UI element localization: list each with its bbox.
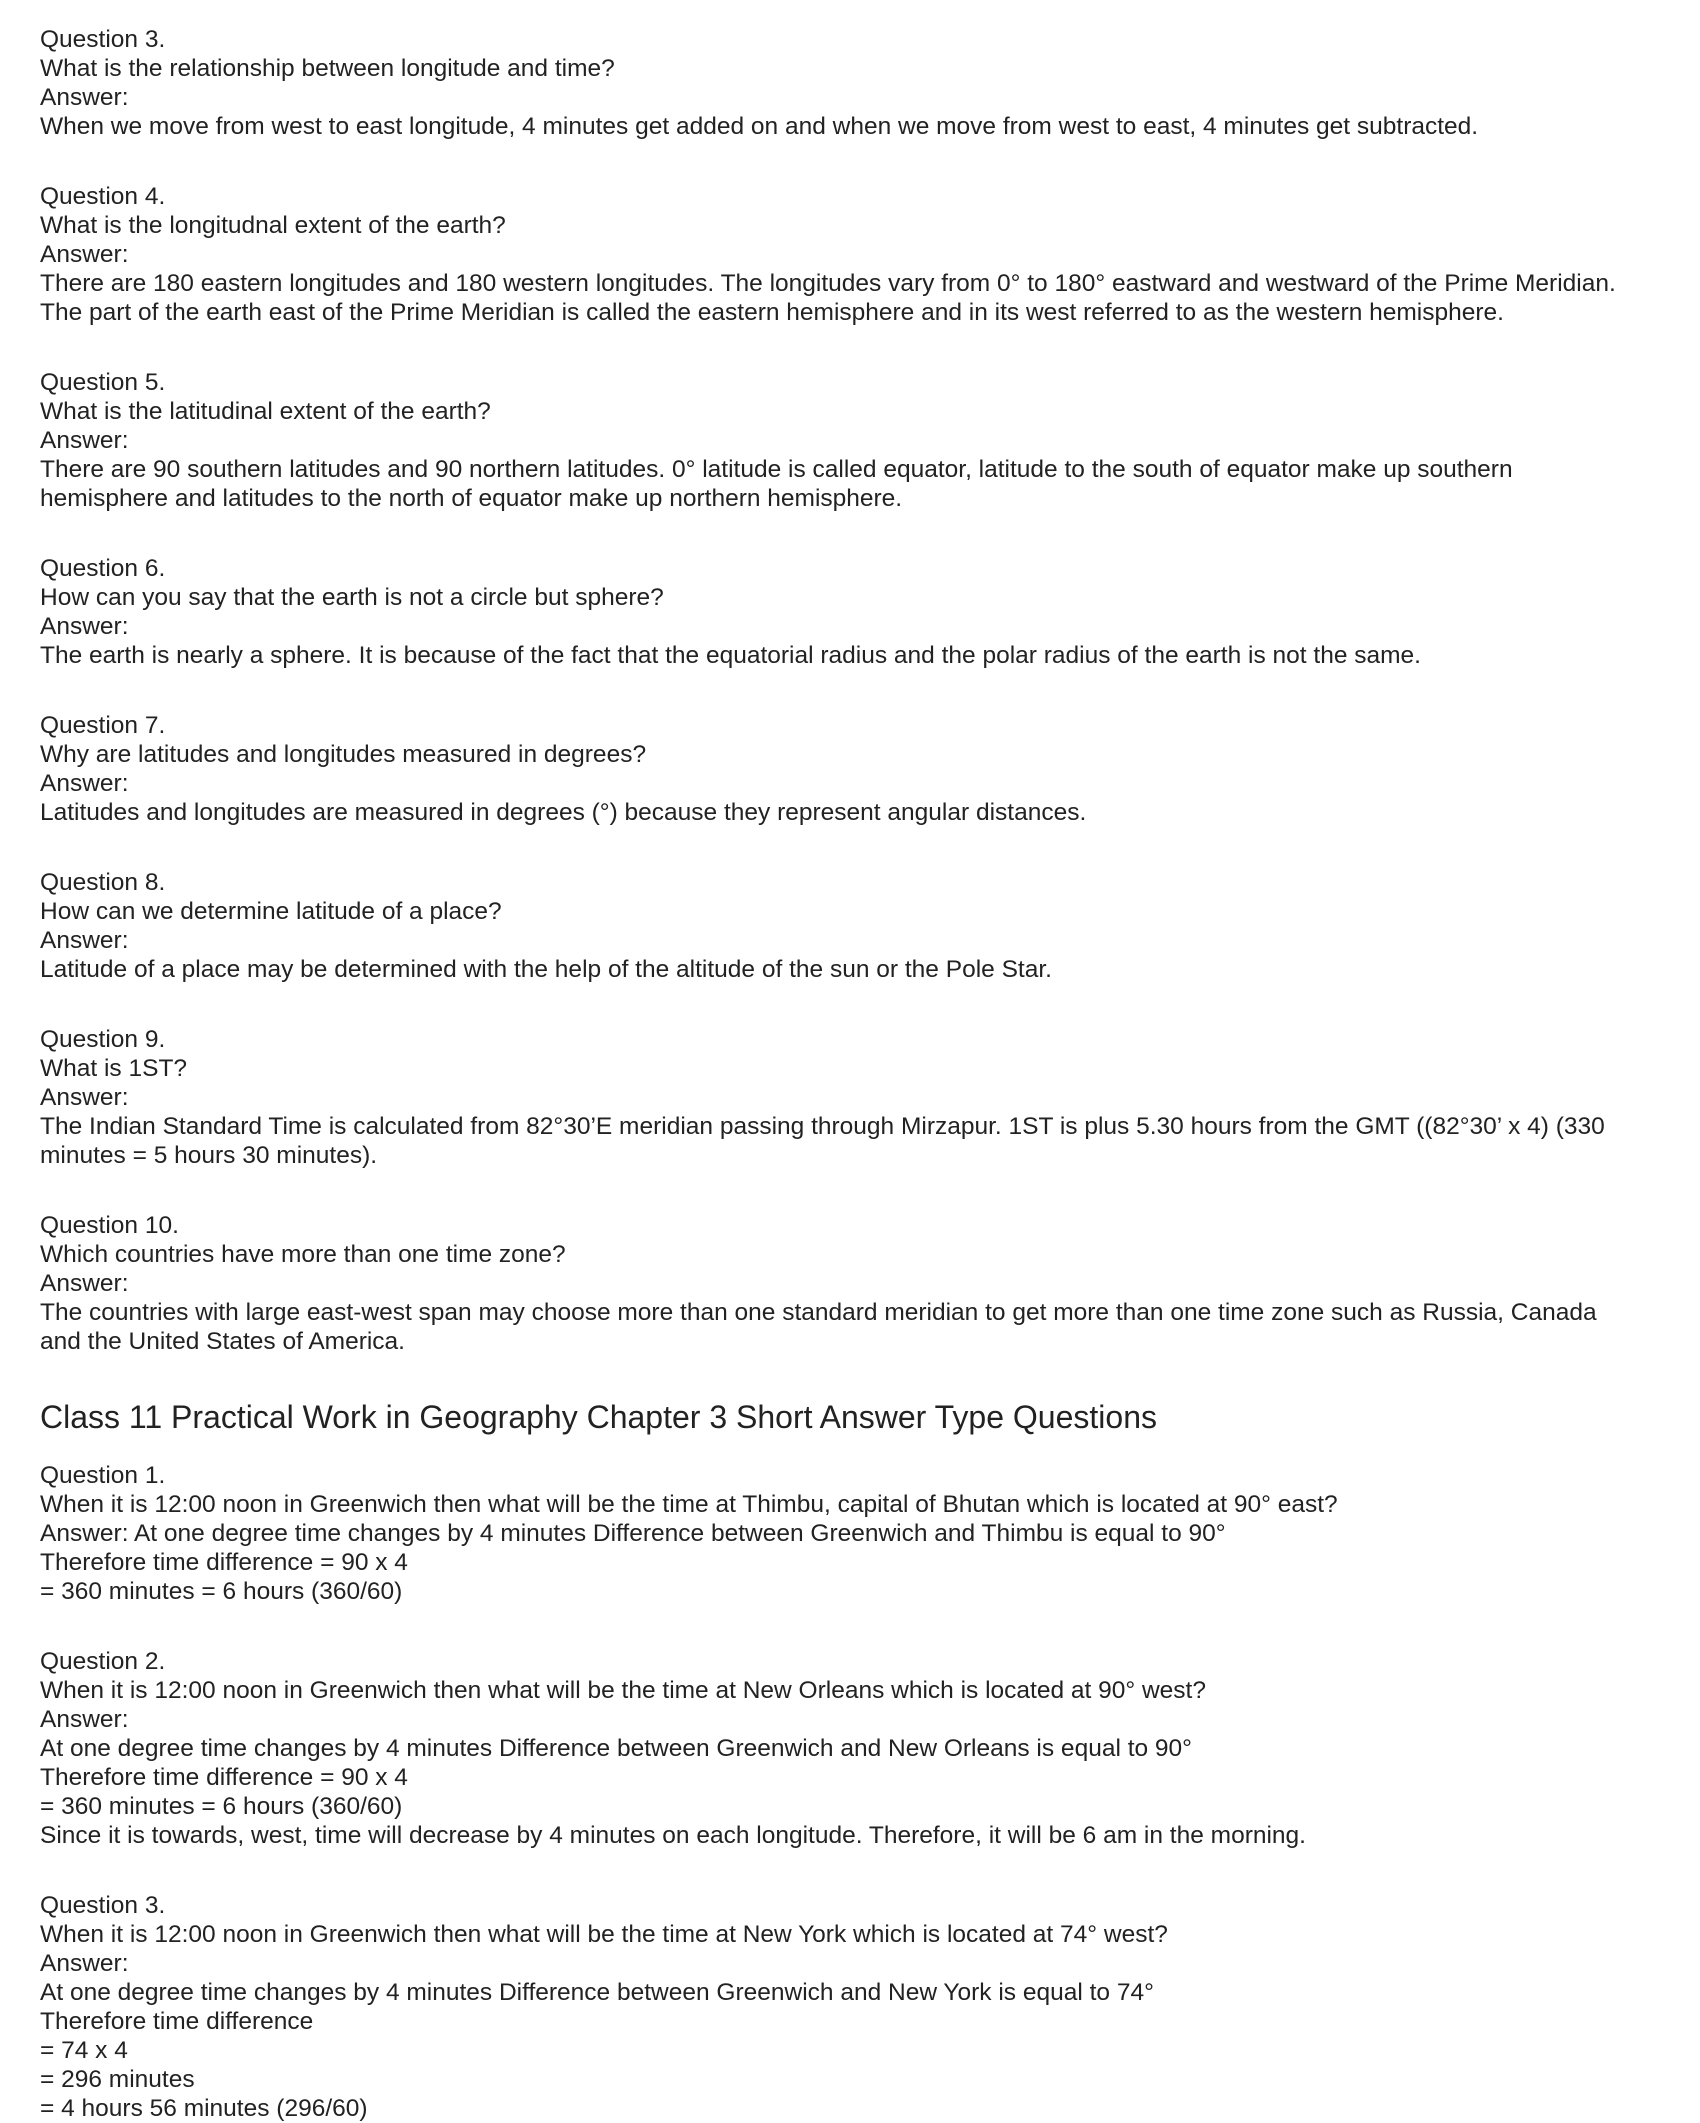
answer-label: Answer: [40,1270,129,1297]
answer-label: Answer: [40,770,129,797]
answer-line: Latitudes and longitudes are measured in degrees (°) because they represent angular distances. [40,799,1087,826]
question-text: When it is 12:00 noon in Greenwich then what will be the time at Thimbu, capital of Bhutan which is located at 90° east? [40,1491,1338,1518]
answer-label: Answer: [40,84,129,111]
question-block [40,868,1700,984]
question-block [40,554,1700,670]
question-block [40,25,1700,141]
answer-line: = 4 hours 56 minutes (296/60) [40,2095,368,2122]
answer-line: There are 180 eastern longitudes and 180 western longitudes. The longitudes vary from 0° to 180° eastward and westward of the Prime Meridian. [40,270,1616,297]
answer-line: minutes = 5 hours 30 minutes). [40,1142,378,1169]
question-number: Question 2. [40,1648,166,1675]
answer-line: and the United States of America. [40,1328,405,1355]
answer-line: At one degree time changes by 4 minutes Difference between Greenwich and New Orleans is equal to 90° [40,1735,1192,1762]
question-text: When it is 12:00 noon in Greenwich then what will be the time at New Orleans which is located at 90° west? [40,1677,1206,1704]
answer-line: At one degree time changes by 4 minutes Difference between Greenwich and New York is equal to 74° [40,1979,1154,2006]
answer-line: Therefore time difference [40,2008,314,2035]
answer-label: Answer: [40,1950,129,1977]
question-block [40,1025,1700,1170]
answer-line: There are 90 southern latitudes and 90 northern latitudes. 0° latitude is called equator, latitude to the south of equator make up southern [40,456,1513,483]
answer-line: hemisphere and latitudes to the north of equator make up northern hemisphere. [40,485,903,512]
long-answer-section [40,25,1700,1356]
question-number: Question 5. [40,369,166,396]
question-text: What is the longitudnal extent of the earth? [40,212,506,239]
question-text: What is the latitudinal extent of the earth? [40,398,491,425]
question-number: Question 4. [40,183,166,210]
answer-line: = 296 minutes [40,2066,195,2093]
question-number: Question 8. [40,869,166,896]
question-text: When it is 12:00 noon in Greenwich then what will be the time at New York which is located at 74° west? [40,1921,1168,1948]
question-text: How can you say that the earth is not a circle but sphere? [40,584,664,611]
answer-line: Since it is towards, west, time will decrease by 4 minutes on each longitude. Therefore, it will be 6 am in the morning. [40,1822,1306,1849]
question-number: Question 3. [40,1892,166,1919]
answer-line: The part of the earth east of the Prime Meridian is called the eastern hemisphere and in its west referred to as the western hemisphere. [40,299,1504,326]
question-text: How can we determine latitude of a place? [40,898,502,925]
answer-label: Answer: [40,1706,129,1733]
answer-line: Latitude of a place may be determined with the help of the altitude of the sun or the Pole Star. [40,956,1052,983]
question-number: Question 10. [40,1212,179,1239]
answer-line: When we move from west to east longitude, 4 minutes get added on and when we move from west to east, 4 minutes get subtracted. [40,113,1479,140]
question-number: Question 6. [40,555,166,582]
answer-line: = 74 x 4 [40,2037,128,2064]
answer-label: Answer: [40,241,129,268]
answer-line: The Indian Standard Time is calculated from 82°30’E meridian passing through Mirzapur. 1ST is plus 5.30 hours from the GMT ((82°30’ x 4) (330 [40,1113,1605,1140]
question-block [40,182,1700,327]
answer-line: Answer: At one degree time changes by 4 minutes Difference between Greenwich and Thimbu is equal to 90° [40,1520,1226,1547]
answer-label: Answer: [40,613,129,640]
question-text: What is 1ST? [40,1055,188,1082]
answer-label: Answer: [40,427,129,454]
answer-line: Therefore time difference = 90 x 4 [40,1764,408,1791]
question-number: Question 7. [40,712,166,739]
answer-line: The earth is nearly a sphere. It is because of the fact that the equatorial radius and the polar radius of the earth is not the same. [40,642,1421,669]
section-heading: Class 11 Practical Work in Geography Chapter 3 Short Answer Type Questions [40,1399,1157,1435]
question-number: Question 9. [40,1026,166,1053]
question-block [40,1647,1700,1850]
question-text: What is the relationship between longitude and time? [40,55,615,82]
answer-label: Answer: [40,1084,129,1111]
answer-line: = 360 minutes = 6 hours (360/60) [40,1578,403,1605]
question-text: Why are latitudes and longitudes measured in degrees? [40,741,647,768]
question-block [40,1461,1700,1606]
question-number: Question 1. [40,1462,166,1489]
question-block [40,711,1700,827]
answer-line: The countries with large east-west span may choose more than one standard meridian to get more than one time zone such as Russia, Canada [40,1299,1597,1326]
answer-line: Therefore time difference = 90 x 4 [40,1549,408,1576]
answer-label: Answer: [40,927,129,954]
question-block [40,1891,1700,2123]
question-block [40,1211,1700,1356]
answer-line: = 360 minutes = 6 hours (360/60) [40,1793,403,1820]
question-number: Question 3. [40,26,166,53]
short-answer-section [40,1461,1700,2123]
question-text: Which countries have more than one time zone? [40,1241,566,1268]
question-block [40,368,1700,513]
